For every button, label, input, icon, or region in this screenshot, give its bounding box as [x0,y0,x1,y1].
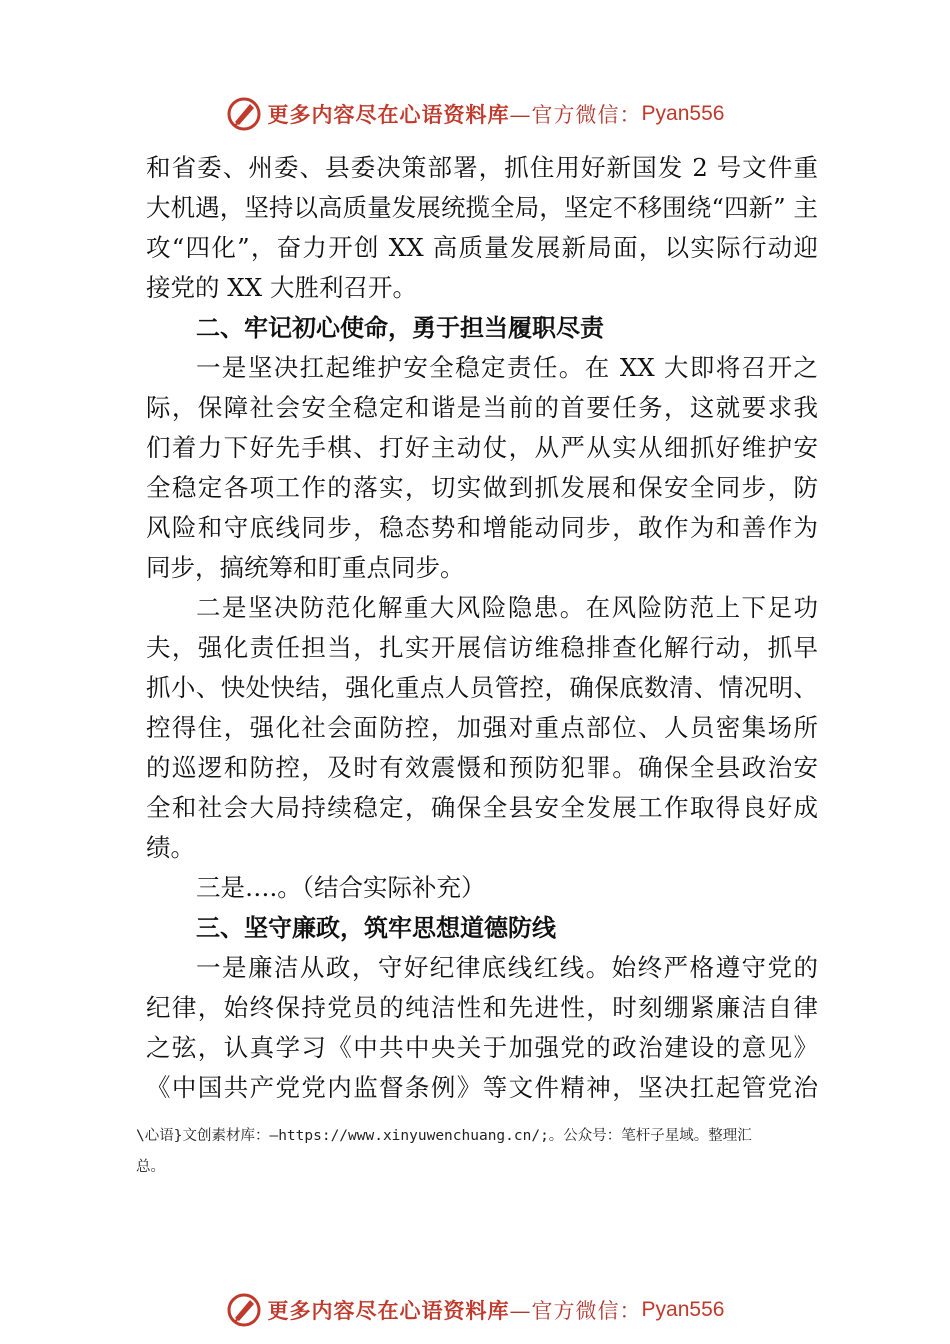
body-line: 纪律，始终保持党员的纯洁性和先进性，时刻绷紧廉洁自律 [146,993,818,1022]
body-line: 全稳定各项工作的落实，切实做到抓发展和保安全同步，防 [146,473,818,502]
body-line: 之弦，认真学习《中共中央关于加强党的政治建设的意见》 [146,1033,818,1062]
document-body [146,148,818,1108]
banner-library-text: 更多内容尽在心语资料库 [267,1299,510,1323]
body-line: 的巡逻和防控，及时有效震慑和预防犯罪。确保全县政治安 [146,753,818,782]
body-line: 攻“四化”，奋力开创 XX 高质量发展新局面，以实际行动迎 [146,233,818,262]
body-line: 一是坚决扛起维护安全稳定责任。在 XX 大即将召开之 [196,353,818,382]
footnote-line: \心语}文创素材库：—https://www.xinyuwenchuang.cn/;。公众号：笔杆子星域。整理汇 [136,1128,752,1144]
body-line: 控得住，强化社会面防控，加强对重点部位、人员密集场所 [146,713,818,742]
body-line: 绩。 [146,833,195,862]
source-footnote [136,1121,836,1183]
footer-watermark-banner [0,1290,950,1330]
banner-wechat-id: Pyan556 [641,102,725,125]
section-heading-3: 三、坚守廉政，筑牢思想道德防线 [196,914,556,942]
banner-wechat-label: —官方微信： [509,1299,642,1323]
banner-library-text: 更多内容尽在心语资料库 [267,103,510,127]
body-line: 和省委、州委、县委决策部署，抓住用好新国发 2 号文件重 [146,153,818,182]
pen-circle-logo-icon [226,1292,262,1328]
body-line: 大机遇，坚持以高质量发展统揽全局，坚定不移围绕“四新” 主 [146,193,818,222]
body-line: 风险和守底线同步，稳态势和增能动同步，敢作为和善作为 [146,513,818,542]
body-line: 三是….。（结合实际补充） [196,873,486,902]
body-line: 二是坚决防范化解重大风险隐患。在风险防范上下足功 [196,593,818,622]
body-line: 夫，强化责任担当，扎实开展信访维稳排查化解行动，抓早 [146,633,818,662]
body-line: 抓小、快处快结，强化重点人员管控，确保底数清、情况明、 [146,673,818,702]
body-line: 一是廉洁从政，守好纪律底线红线。始终严格遵守党的 [196,953,818,982]
body-line: 际，保障社会安全稳定和谐是当前的首要任务，这就要求我 [146,393,818,422]
banner-wechat-label: —官方微信： [509,103,642,127]
body-line: 们着力下好先手棋、打好主动仗，从严从实从细抓好维护安 [146,433,818,462]
body-line: 同步，搞统筹和盯重点同步。 [146,553,465,582]
body-line: 全和社会大局持续稳定，确保全县安全发展工作取得良好成 [146,793,818,822]
banner-wechat-id: Pyan556 [641,1298,725,1321]
body-line: 接党的 XX 大胜利召开。 [146,273,417,302]
body-line: 《中国共产党党内监督条例》等文件精神，坚决扛起管党治 [146,1073,818,1102]
header-watermark-banner [0,94,950,134]
footnote-line: 总。 [136,1159,165,1175]
section-heading-2: 二、牢记初心使命，勇于担当履职尽责 [196,314,604,342]
pen-circle-logo-icon [226,96,262,132]
